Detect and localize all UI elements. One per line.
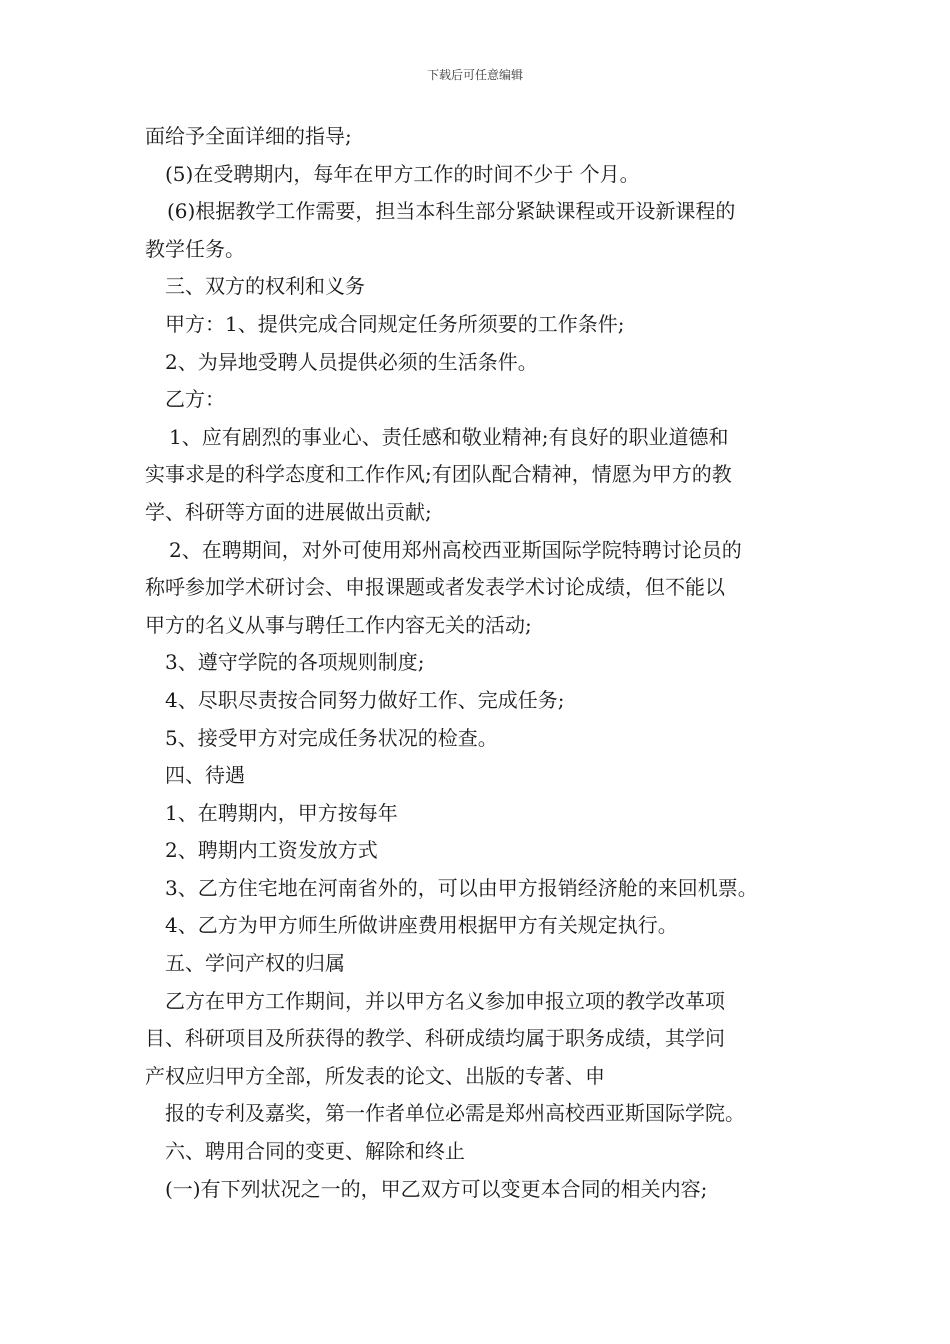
text-line: 3、乙方住宅地在河南省外的，可以由甲方报销经济舱的来回机票。 xyxy=(165,875,758,900)
text-line: (6)根据教学工作需要，担当本科生部分紧缺课程或开设新课程的 xyxy=(167,199,736,224)
text-line: 目、科研项目及所获得的教学、科研成绩均属于职务成绩，其学问 xyxy=(145,1026,725,1051)
text-line: 甲方：1、提供完成合同规定任务所须要的工作条件; xyxy=(165,311,625,336)
section-heading: 五、学问产权的归属 xyxy=(165,951,345,976)
text-line: 乙方在甲方工作期间，并以甲方名义参加申报立项的教学改革项 xyxy=(165,988,725,1013)
text-line: 学、科研等方面的进展做出贡献; xyxy=(145,499,432,524)
text-line: (一)有下列状况之一的，甲乙双方可以变更本合同的相关内容; xyxy=(165,1176,708,1201)
text-line: 2、在聘期间，对外可使用郑州高校西亚斯国际学院特聘讨论员的 xyxy=(169,537,742,562)
text-line: 甲方的名义从事与聘任工作内容无关的活动; xyxy=(145,612,532,637)
text-line: 2、为异地受聘人员提供必须的生活条件。 xyxy=(165,349,538,374)
text-line: 实事求是的科学态度和工作作风;有团队配合精神，情愿为甲方的教 xyxy=(145,462,732,487)
text-line: 1、在聘期内，甲方按每年 xyxy=(165,800,398,825)
section-heading: 三、双方的权利和义务 xyxy=(165,274,365,299)
text-line: 5、接受甲方对完成任务状况的检查。 xyxy=(165,725,498,750)
text-line: 报的专利及嘉奖，第一作者单位必需是郑州高校西亚斯国际学院。 xyxy=(165,1101,745,1126)
section-heading: 六、聘用合同的变更、解除和终止 xyxy=(165,1139,465,1164)
text-line: 2、聘期内工资发放方式 xyxy=(165,838,378,863)
section-heading: 四、待遇 xyxy=(165,763,245,788)
text-line: 面给予全面详细的指导; xyxy=(145,124,352,148)
text-line: 产权应归甲方全部，所发表的论文、出版的专著、申 xyxy=(145,1063,605,1088)
text-line: 教学任务。 xyxy=(145,236,245,261)
text-line: (5)在受聘期内，每年在甲方工作的时间不少于 个月。 xyxy=(165,161,640,186)
text-line: 4、尽职尽责按合同努力做好工作、完成任务; xyxy=(165,687,565,712)
text-line: 乙方： xyxy=(165,387,225,412)
text-line: 4、乙方为甲方师生所做讲座费用根据甲方有关规定执行。 xyxy=(165,913,678,938)
text-line: 1、应有剧烈的事业心、责任感和敬业精神;有良好的职业道德和 xyxy=(169,424,729,449)
text-line: 3、遵守学院的各项规则制度; xyxy=(165,650,425,675)
page-header: 下载后可任意编辑 xyxy=(426,68,523,82)
text-line: 称呼参加学术研讨会、申报课题或者发表学术讨论成绩，但不能以 xyxy=(145,575,725,600)
document-body xyxy=(145,118,815,1208)
